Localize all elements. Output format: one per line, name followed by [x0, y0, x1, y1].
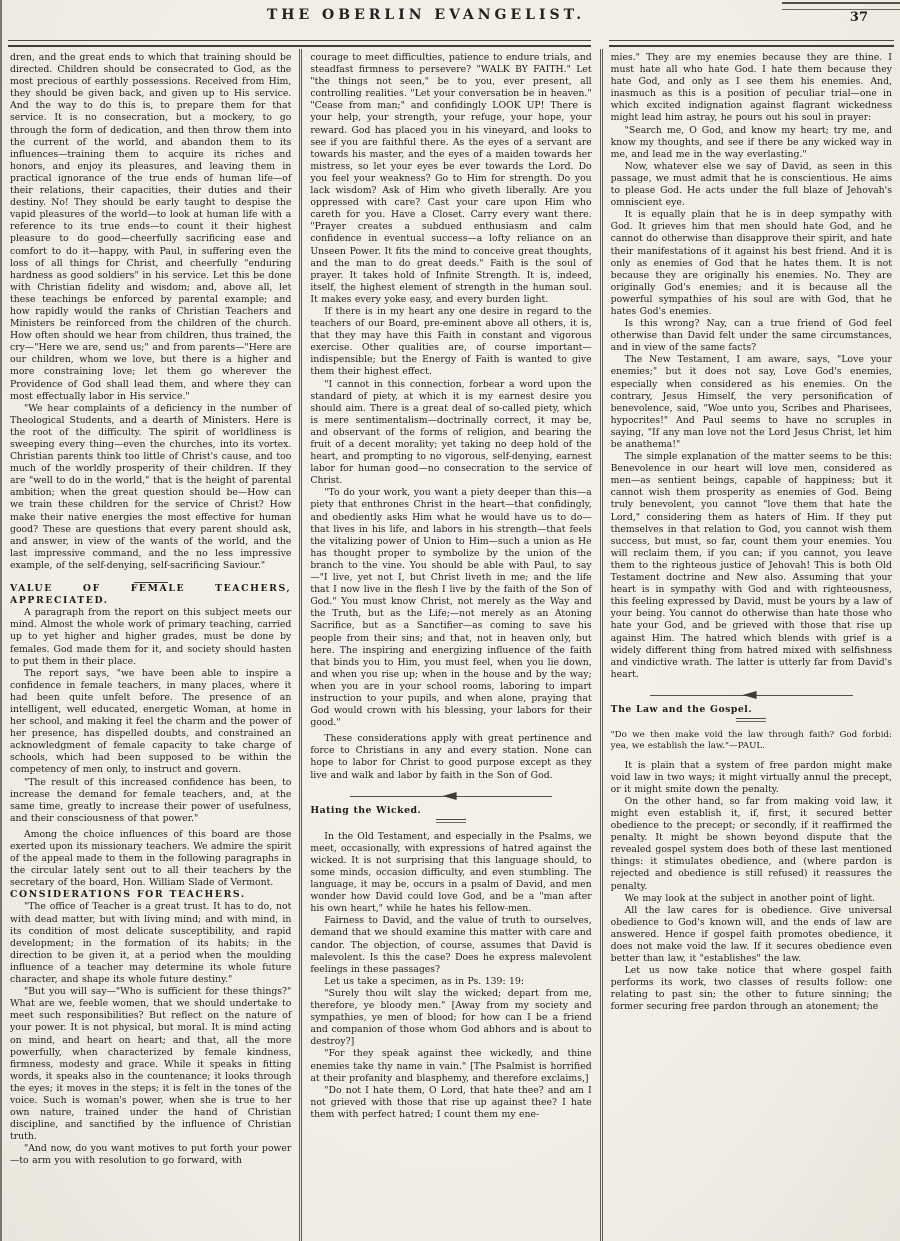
paragraph: "For they speak against thee wickedly, and thine enemies take thy name in vain." [The Psalmist is horrified at their profanity and blasphemy, and therefore exclaims,] — [310, 1048, 592, 1084]
paragraph: "To do your work, you want a piety deeper than this—a piety that enthrones Christ in the heart—that confidingly, and obediently asks Him what he would have us to do—that lives in his life, and labors in his strength—that feels the vitalizing power of Union to Him—such a union as He has thought proper to symbolize by the union of the branch to the vine. You should be able with Paul, to say—"I live, yet not I, but Christ liveth in me; and the life that I now live in the flesh I live by the faith of the Son of God." You must know Christ, not merely as the Way and the Truth, but as the Life;—not merely as an Atoning Sacrifice, but as a Sanctifier—as coming to save his people from their sins; and that, not in heaven only, but here. The inspiring and energizing influence of the faith that binds you to Him, you must feel, when you lie down, and when you rise up; when in the house and by the way; when you are in your school rooms, laboring to impart instruction to your pupils, and when alone, praying that God would crown with his blessing, your labors for their good." — [310, 487, 592, 729]
subheading-value-of-female-teachers: VALUE OF FEMALE TEACHERS, APPRECIATED. — [10, 583, 292, 607]
paragraph: Let us take a specimen, as in Ps. 139: 19: — [324, 975, 525, 987]
paragraph: dren, and the great ends to which that training should be directed. Children should be consecrated to God, as the most precious of earthly possessions. Received from Him, they should be given back, and given up to His service. And the way to do this is, to prepare them for that service. It is no consecration, but a mockery, to go through the form of dedication, and then throw them into the current of the world, and abandon them to its influences—training them to acquire its riches and honors, and enjoy its pleasures, and leaving them in practical ignorance of the true ends of human life—of their relations, their capacities, their duties and their destiny. No! They should be early taught to despise the vapid pleasures of the world—to look at human life with a reference to its true ends—to count it their highest pleasure to do good—cheerfully sacrificing ease and comfort to do it—happy, with Paul, in suffering even the loss of all things for Christ, and cheerfully "enduring hardness as good soldiers" in his service. Let this be done with Christian fidelity and wisdom; and, above all, let these teachings be enforced by parental example; and how rapidly would the ranks of Christian Teachers and Ministers be reinforced from the children of the church. How often should we hear from children, thus trained, the cry—"Here we are, send us;" and from parents—"Here are our children, whom we love, but there is a higher and more constraining love; let them go wherever the Providence of God shall lead them, and where they can most effectually labor in His service." — [10, 52, 292, 402]
paragraph: courage to meet difficulties, patience to endure trials, and steadfast firmness to persevere? "WALK BY FAITH." Let "the things not seen," be to you, ever present, all controlling realities. "Let your conversation be in heaven." "Cease from man;" and confidingly LOOK UP! There is your help, your strength, your refuge, your hope, your reward. God has placed you in his vineyard, and looks to see if you are faithful there. As the eyes of a servant are towards his master, and the eyes of a maiden towards her mistress, so let your eyes be ever towards the Lord. Do you feel your weakness? Go to Him for strength. Do you lack wisdom? Ask of Him who giveth liberally. Are you oppressed with care? Cast your care upon Him who careth for you. Have a Closet. Carry every want there. "Prayer creates a subdued enthusiasm and calm confidence in eventual success—a lofty reliance on an Unseen Power. It fits the mind to conceive great thoughts, and the man to do great deeds." Faith is the soul of prayer. It takes hold of Infinite Strength. It is, indeed, itself, the highest element of strength in the human soul. It makes every yoke easy, and every burden light. — [310, 52, 592, 305]
paragraph: Let us now take notice that where gospel faith performs its work, two classes of results follow: one relating to past sin; the other to future sinning; the former securing free pardon through an atonement; the — [610, 965, 892, 1013]
paragraph: The report says, "we have been able to inspire a confidence in female teachers, in many places, where it had been quite unfelt before. The presence of an intelligent, well educated, energetic Woman, at home in her school, and making it feel the charm and the power of her presence, has dispelled doubts, and constrained an acknowledgment of female capacity to take charge of schools, which had been supposed to be within the competency of men only, to instruct and govern. — [10, 667, 292, 776]
paragraph: If there is in my heart any one desire in regard to the teachers of our Board, pre-eminent above all others, it is, that they may have this Faith in constant and vigorous exercise. Other qualities are, of course important—indispensible; but the Energy of Faith is wanted to give them their highest effect. — [310, 305, 592, 378]
column-layout — [2, 49, 900, 1241]
publication-title: THE OBERLIN EVANGELIST. — [266, 7, 586, 23]
paragraph: In the Old Testament, and especially in the Psalms, we meet, occasionally, with expressions of hatred against the wicked. It is not surprising that this language should, to some minds, occasion difficulty, and even stumbling. The language, it may be, occurs in a psalm of David, and men wonder how David could love God, and be a "man after his own heart," while he hates his fellow-men. — [310, 830, 592, 915]
masthead-rule-left — [8, 40, 591, 47]
paragraph: "We hear complaints of a deficiency in the number of Theological Students, and a dearth of Ministers. Here is the root of the difficulty. The spirit of worldliness is sweeping every thing—even the churches, into its vortex. Christian parents think too little of Christ's cause, and too much of the worldly prosperity of their children. If they are "well to do in the world," that is the height of parental ambition; when the great question should be—How can we train these children for the service of Christ? How make their native energies the most effective for human good? These are questions that every parent should ask, and answer, in view of the wants of the world, and the last impressive command, and the no less impressive example, of the self-denying, self-sacrificing Saviour." — [10, 402, 292, 571]
heading-rule — [736, 718, 766, 722]
paragraph: "Surely thou wilt slay the wicked; depart from me, therefore, ye bloody men." [Away from my society and sympathies, ye men of blood; for how can I be a friend and companion of those whom God abhors and is about to destroy?] — [310, 987, 592, 1048]
paragraph: It is plain that a system of free pardon might make void law in two ways; it might virtually annul the precept, or it might smite down the penalty. — [610, 759, 892, 795]
column-2 — [299, 49, 599, 1241]
paragraph: "The office of Teacher is a great trust. It has to do, not with dead matter, but with living mind; and with mind, in its condition of most delicate susceptibility, and rapid development; in the formation of its habits; in the direction to be given it, at a period when the moulding influence of a teacher may determine its whole future character, and shape its whole future destiny." — [10, 901, 292, 986]
paragraph: The simple explanation of the matter seems to be this: Benevolence in our heart will love men, considered as men—as sentient beings, capable of happiness; but it cannot wish them prosperity as enemies of God. Being truly benevolent, you cannot "love them that hate the Lord," considering them as haters of Him. If they put themselves in that relation to God, you cannot wish them success, but must, so far, count them your enemies. You will reclaim them, if you can; if you cannot, you leave them to the righteous justice of Jehovah! This is both Old Testament doctrine and New also. Assuming that your heart is in sympathy with God and with righteousness, this feeling expressed by David, must be yours by a law of your being. You cannot do otherwise than hate those who hate your God, and be grieved with those that rise up against Him. The hatred which blends with grief is a widely different thing from hatred mixed with selfishness and vindictive wrath. The latter is utterly far from David's heart. — [610, 451, 892, 680]
paragraph: On the other hand, so far from making void law, it might even establish it, if, first, it secured better obedience to the precept; or secondly, if it reaffirmed the penalty. It might be shown beyond dispute that the revealed gospel system does both of these last mentioned things: it stimulates obedience, and (where pardon is rejected and obedience is still refused) it reassures the penalty. — [610, 795, 892, 892]
heading-rule — [436, 819, 466, 823]
paragraph: We may look at the subject in another point of light. — [624, 892, 876, 904]
column-1 — [2, 49, 299, 1241]
paragraph: The New Testament, I am aware, says, "Love your enemies;" but it does not say, Love God's enemies, especially when considered as his enemies. On the contrary, Jesus Himself, the very personification of benevolence, said, "Woe unto you, Scribes and Pharisees, hypocrites!" And Paul seems to have no scruples in saying, "If any man love not the Lord Jesus Christ, let him be anathema!" — [610, 354, 892, 450]
paragraph: "Do not I hate them, O Lord, that hate thee? and am I not grieved with those that rise up against thee? I hate them with perfect hatred; I count them my ene- — [310, 1084, 592, 1120]
paragraph: "But you will say—"Who is sufficient for these things?" What are we, feeble women, that we should undertake to meet such responsibilities? But reflect on the nature of your power. It is not physical, but moral. It is mind acting on mind, and heart on heart; and that, all the more powerfully, when characterized by female kindness, firmness, modesty and grace. While it speaks in fitting words, it speaks also in the countenance; it looks through the eyes; it moves in the steps; it is felt in the tones of the voice. Such is woman's power, when she is true to her own nature, trained under the hand of Christian discipline, and sanctified by the influence of Christian truth. — [10, 986, 292, 1143]
paragraph: Among the choice influences of this board are those exerted upon its missionary teachers. We admire the spirit of the appeal made to them in the following paragraphs in the circular lately sent out to all their teachers by the secretary of the board, Hon. William Slade of Vermont. — [10, 828, 292, 889]
column-3 — [600, 49, 900, 1241]
arrow-left-icon — [443, 792, 457, 800]
paragraph: mies." They are my enemies because they are thine. I must hate all who hate God. I hate them because they hate God, and only as I see them his enemies. And, inasmuch as this is a position of peculiar trial—one in which excited indignation against flagrant wickedness might lead him astray, he pours out his soul in prayer: — [610, 52, 892, 124]
paragraph: These considerations apply with great pertinence and force to Christians in any and every station. None can hope to labor for Christ to good purpose except as they live and walk and labor by faith in the Son of God. — [310, 733, 592, 781]
paragraph: "The result of this increased confidence has been, to increase the demand for female teachers, and, at the same time, greatly to increase their power of usefulness, and their consciousness of that power." — [10, 776, 292, 824]
paragraph: Fairness to David, and the value of truth to ourselves, demand that we should examine this matter with care and candor. The objection, of course, assumes that David is malevolent. Is this the case? Does he express malevolent feelings in these passages? — [310, 915, 592, 975]
paragraph: "I cannot in this connection, forbear a word upon the standard of piety, at which it is my earnest desire you should aim. There is a great deal of so-called piety, which is mere sentimentalism—doctrinally correct, it may be, and observant of the forms of religion, and bearing the fruit of a decent morality; yet taking no deep hold of the heart, and prompting to no vigorous, self-denying, earnest labor for human good—no consecration to the service of Christ. — [310, 378, 592, 487]
paragraph: "And now, do you want motives to put forth your power—to arm you with resolution to go forward, with — [10, 1143, 292, 1167]
paragraph: A paragraph from the report on this subject meets our mind. Almost the whole work of primary teaching, carried up to yet higher and higher grades, must be done by females. God made them for it, and society should hasten to put them in their place. — [10, 607, 292, 667]
paragraph: All the law cares for is obedience. Give universal obedience to God's known will, and the ends of law are answered. Hence if gospel faith promotes obedience, it does not make void the law. If it secures obedience even better than law, it "establishes" the law. — [610, 904, 892, 965]
paragraph: "Search me, O God, and know my heart; try me, and know my thoughts, and see if there be any wicked way in me, and lead me in the way everlasting." — [610, 124, 892, 160]
paragraph: Is this wrong? Nay, can a true friend of God feel otherwise than David felt under the same circumstances, and in view of the same facts? — [610, 318, 892, 354]
article-heading-law-and-gospel: The Law and the Gospel. — [610, 703, 753, 715]
separator-arrow — [650, 691, 853, 700]
subheading-considerations-for-teachers: CONSIDERATIONS FOR TEACHERS. — [10, 889, 246, 901]
arrow-left-icon — [743, 691, 757, 699]
masthead — [2, 0, 900, 37]
epigraph-paul-quote: "Do we then make void the law through faith? God forbid: yea, we establish the law."—PAUL. — [610, 729, 892, 752]
page-number: 37 — [849, 10, 868, 25]
masthead-rule-right — [609, 40, 894, 47]
separator-arrow — [350, 792, 553, 801]
paragraph: It is equally plain that he is in deep sympathy with God. It grieves him that men should hate God, and he cannot do otherwise than disapprove their spirit, and hate their manifestations of it against his best friend. And it is only as enemies of God that he hates them. It is not because they are originally his enemies. No. They are originally God's enemies; and it is because all the powerful sympathies of his soul are with God, that he hates God's enemies. — [610, 209, 892, 317]
masthead-rules — [2, 40, 900, 47]
paragraph: Now, whatever else we say of David, as seen in this passage, we must admit that he is conscientious. He aims to please God. He acts under the full blaze of Jehovah's omniscient eye. — [610, 160, 892, 209]
article-heading-hating-the-wicked: Hating the Wicked. — [310, 804, 422, 816]
